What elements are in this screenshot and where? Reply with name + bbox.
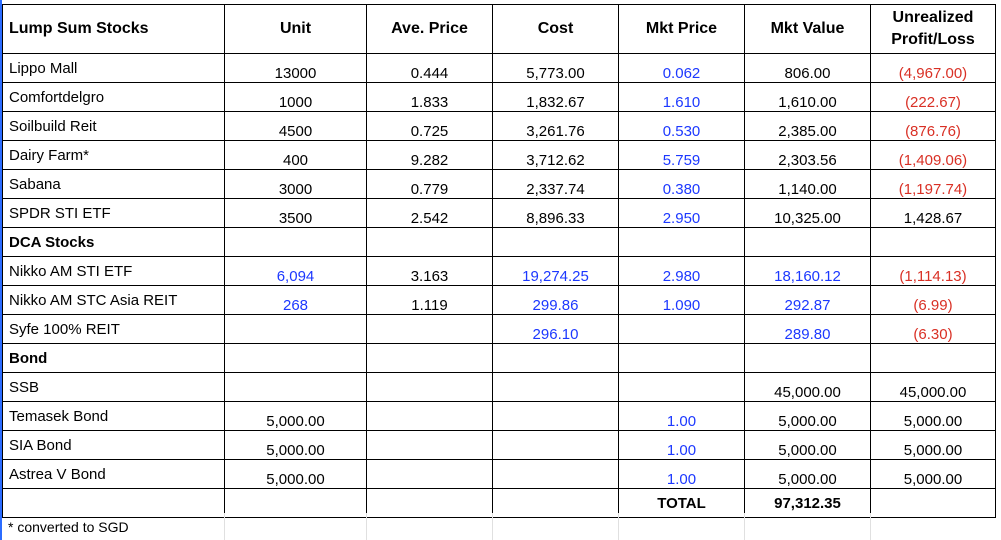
ave-price-cell[interactable]: 1.833 [367,83,493,112]
empty-cell[interactable] [493,228,619,257]
mkt-price-cell[interactable]: 0.380 [619,170,745,199]
unit-cell[interactable] [225,373,367,402]
mkt-price-cell[interactable]: 1.00 [619,460,745,489]
total-label[interactable]: TOTAL [619,489,745,518]
empty-cell[interactable] [367,489,493,518]
table-row [3,170,996,199]
mkt-price-cell[interactable] [619,373,745,402]
mkt-value-cell[interactable]: 289.80 [745,315,871,344]
table-row [3,460,996,489]
upl-cell[interactable]: 5,000.00 [871,431,996,460]
unit-cell[interactable]: 4500 [225,112,367,141]
cost-cell[interactable]: 299.86 [493,286,619,315]
cost-cell[interactable] [493,402,619,431]
empty-cell[interactable] [745,344,871,373]
ave-price-cell[interactable] [367,315,493,344]
header-upl-line2: Profit/Loss [891,31,975,48]
header-lump-sum-stocks[interactable]: Lump Sum Stocks [3,5,225,54]
ave-price-cell[interactable]: 0.779 [367,170,493,199]
mkt-value-cell[interactable]: 1,140.00 [745,170,871,199]
section-row-dca [3,228,996,257]
empty-cell[interactable] [745,228,871,257]
mkt-price-cell[interactable]: 1.00 [619,431,745,460]
cost-cell[interactable] [493,460,619,489]
stock-name-cell[interactable]: Syfe 100% REIT [3,315,225,344]
ave-price-cell[interactable] [367,373,493,402]
header-cost[interactable]: Cost [493,5,619,54]
mkt-value-cell[interactable]: 45,000.00 [745,373,871,402]
empty-cell[interactable] [3,489,225,518]
header-unit[interactable]: Unit [225,5,367,54]
ave-price-cell[interactable]: 2.542 [367,199,493,228]
unit-cell[interactable]: 268 [225,286,367,315]
section-title-dca[interactable]: DCA Stocks [3,228,225,257]
empty-cell[interactable] [493,344,619,373]
bond-name-cell[interactable]: SSB [3,373,225,402]
ave-price-cell[interactable]: 9.282 [367,141,493,170]
unit-cell[interactable]: 5,000.00 [225,402,367,431]
header-ave-price[interactable]: Ave. Price [367,5,493,54]
unit-cell[interactable]: 3000 [225,170,367,199]
stock-name-cell[interactable]: Sabana [3,170,225,199]
ave-price-cell[interactable]: 3.163 [367,257,493,286]
empty-cell[interactable] [619,228,745,257]
table-row [3,286,996,315]
cost-cell[interactable]: 19,274.25 [493,257,619,286]
upl-cell[interactable]: 5,000.00 [871,460,996,489]
unit-cell[interactable]: 5,000.00 [225,460,367,489]
mkt-value-cell[interactable]: 5,000.00 [745,460,871,489]
empty-cell[interactable] [871,489,996,518]
total-value[interactable]: 97,312.35 [745,489,871,518]
header-mkt-price[interactable]: Mkt Price [619,5,745,54]
mkt-value-cell[interactable]: 2,303.56 [745,141,871,170]
mkt-price-cell[interactable] [619,315,745,344]
table-row [3,315,996,344]
stock-name-cell[interactable]: Lippo Mall [3,54,225,83]
ave-price-cell[interactable]: 0.725 [367,112,493,141]
stock-name-cell[interactable]: Nikko AM STI ETF [3,257,225,286]
mkt-price-cell[interactable]: 5.759 [619,141,745,170]
grid-line [618,513,619,540]
unit-cell[interactable]: 1000 [225,83,367,112]
unit-cell[interactable]: 13000 [225,54,367,83]
table-row [3,199,996,228]
empty-cell[interactable] [225,228,367,257]
table-row [3,402,996,431]
upl-cell[interactable]: (1,197.74) [871,170,996,199]
ave-price-cell[interactable] [367,460,493,489]
mkt-price-cell[interactable]: 0.530 [619,112,745,141]
table-row [3,83,996,112]
cost-cell[interactable]: 3,712.62 [493,141,619,170]
table-row [3,112,996,141]
header-upl-line1: Unrealized [892,9,974,26]
empty-cell[interactable] [493,489,619,518]
upl-cell[interactable]: (222.67) [871,83,996,112]
mkt-value-cell[interactable]: 806.00 [745,54,871,83]
mkt-price-cell[interactable]: 2.980 [619,257,745,286]
mkt-value-cell[interactable]: 1,610.00 [745,83,871,112]
grid-line [224,513,225,540]
unit-cell[interactable] [225,315,367,344]
grid-line [870,513,871,540]
grid-line [366,513,367,540]
upl-cell[interactable]: (6.99) [871,286,996,315]
stock-name-cell[interactable]: Dairy Farm* [3,141,225,170]
bond-name-cell[interactable]: SIA Bond [3,431,225,460]
empty-cell[interactable] [367,228,493,257]
unit-cell[interactable]: 5,000.00 [225,431,367,460]
bond-name-cell[interactable]: Temasek Bond [3,402,225,431]
grid-line [492,513,493,540]
ave-price-cell[interactable] [367,431,493,460]
empty-cell[interactable] [871,228,996,257]
table-row [3,373,996,402]
mkt-price-cell[interactable]: 1.610 [619,83,745,112]
cost-cell[interactable]: 296.10 [493,315,619,344]
stock-name-cell[interactable]: Soilbuild Reit [3,112,225,141]
upl-cell[interactable]: (876.76) [871,112,996,141]
upl-cell[interactable]: (1,409.06) [871,141,996,170]
unit-cell[interactable]: 3500 [225,199,367,228]
header-unrealized-pl[interactable] [871,5,996,54]
table-row [3,257,996,286]
table-row [3,141,996,170]
ave-price-cell[interactable]: 1.119 [367,286,493,315]
stock-name-cell[interactable]: Nikko AM STC Asia REIT [3,286,225,315]
upl-cell[interactable]: (1,114.13) [871,257,996,286]
mkt-price-cell[interactable]: 2.950 [619,199,745,228]
cost-cell[interactable]: 8,896.33 [493,199,619,228]
cost-cell[interactable] [493,373,619,402]
portfolio-table [2,4,996,518]
mkt-value-cell[interactable]: 10,325.00 [745,199,871,228]
stock-name-cell[interactable]: Comfortdelgro [3,83,225,112]
cost-cell[interactable] [493,431,619,460]
cost-cell[interactable]: 1,832.67 [493,83,619,112]
empty-cell[interactable] [225,489,367,518]
header-row [3,5,996,54]
table-row [3,431,996,460]
ave-price-cell[interactable] [367,402,493,431]
upl-cell[interactable]: 5,000.00 [871,402,996,431]
empty-cell[interactable] [225,344,367,373]
empty-cell[interactable] [619,344,745,373]
mkt-price-cell[interactable]: 1.00 [619,402,745,431]
unit-cell[interactable]: 6,094 [225,257,367,286]
total-row [3,489,996,518]
footnote[interactable]: * converted to SGD [8,519,129,535]
upl-cell[interactable]: 45,000.00 [871,373,996,402]
mkt-value-cell[interactable]: 5,000.00 [745,431,871,460]
upl-cell[interactable]: (6.30) [871,315,996,344]
bond-name-cell[interactable]: Astrea V Bond [3,460,225,489]
empty-cell[interactable] [871,344,996,373]
mkt-price-cell[interactable]: 1.090 [619,286,745,315]
cost-cell[interactable]: 3,261.76 [493,112,619,141]
ave-price-cell[interactable]: 0.444 [367,54,493,83]
section-row-bond [3,344,996,373]
empty-cell[interactable] [367,344,493,373]
upl-cell[interactable]: (4,967.00) [871,54,996,83]
upl-cell[interactable]: 1,428.67 [871,199,996,228]
table-row [3,54,996,83]
mkt-value-cell[interactable]: 2,385.00 [745,112,871,141]
cost-cell[interactable]: 2,337.74 [493,170,619,199]
header-mkt-value[interactable]: Mkt Value [745,5,871,54]
mkt-price-cell[interactable]: 0.062 [619,54,745,83]
stock-name-cell[interactable]: SPDR STI ETF [3,199,225,228]
unit-cell[interactable]: 400 [225,141,367,170]
mkt-value-cell[interactable]: 5,000.00 [745,402,871,431]
mkt-value-cell[interactable]: 292.87 [745,286,871,315]
section-title-bond[interactable]: Bond [3,344,225,373]
mkt-value-cell[interactable]: 18,160.12 [745,257,871,286]
grid-line [744,513,745,540]
cost-cell[interactable]: 5,773.00 [493,54,619,83]
